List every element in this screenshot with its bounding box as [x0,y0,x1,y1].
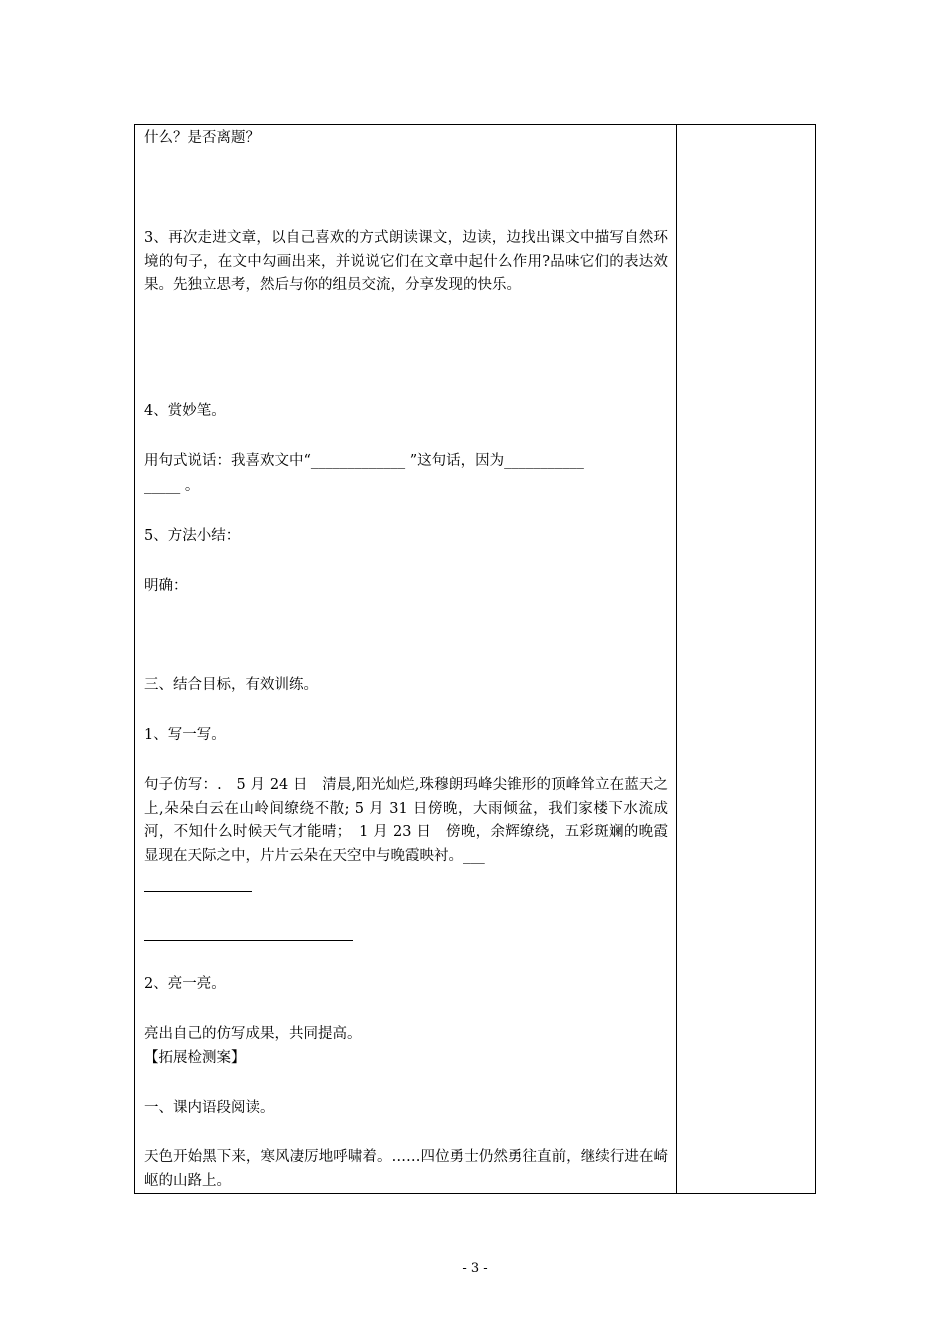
shine-description: 亮出自己的仿写成果，共同提高。 [144,1026,362,1042]
sentence-pattern-line-1: 用句式说话：我喜欢文中“_____________ ”这句话，因为___________ [144,453,584,469]
page-number: - 3 - [462,1261,488,1276]
extension-title: 【拓展检测案】 [144,1050,246,1066]
answer-blank-line-1[interactable] [144,891,252,892]
sentence-pattern-line-2: _____ 。 [144,478,200,494]
imitation-paragraph: 句子仿写：. 5 月 24 日 清晨,阳光灿烂,珠穆朗玛峰尖锥形的顶峰耸立在蓝天之上,朵朵白云在山岭间缭绕不散; 5 月 31 日傍晚，大雨倾盆，我们家楼下水流成河，不知什么时候天气才能晴； 1 月 23 日 傍晚，余辉缭绕，五彩斑斓的晚霞显现在天际之中，片片云朵在天空中与晚霞映衬。___ [144,777,668,864]
main-column [135,125,676,1193]
item-3-paragraph: 3、再次走进文章，以自己喜欢的方式朗读课文，边读，边找出课文中描写自然环境的句子，在文中勾画出来，并说说它们在文章中起什么作用?品味它们的表达效果。先独立思考，然后与你的组员交流，分享发现的快乐。 [144,230,668,293]
write-heading: 1、写一写。 [144,727,226,743]
reading-passage: 天色开始黑下来，寒风凄厉地呼啸着。……四位勇士仍然勇往直前，继续行进在崎岖的山路上。 [144,1149,668,1189]
item-4-heading: 4、赏妙笔。 [144,403,226,419]
section-3-heading: 三、结合目标，有效训练。 [144,677,318,693]
shine-heading: 2、亮一亮。 [144,976,226,992]
mingque-label: 明确： [144,578,188,594]
column-divider [676,125,677,1193]
answer-blank-line-2[interactable] [144,940,353,941]
worksheet-table [134,124,816,1194]
reading-heading: 一、课内语段阅读。 [144,1100,275,1116]
question-line: 什么？是否离题？ [144,130,260,146]
item-5-heading: 5、方法小结： [144,528,241,544]
